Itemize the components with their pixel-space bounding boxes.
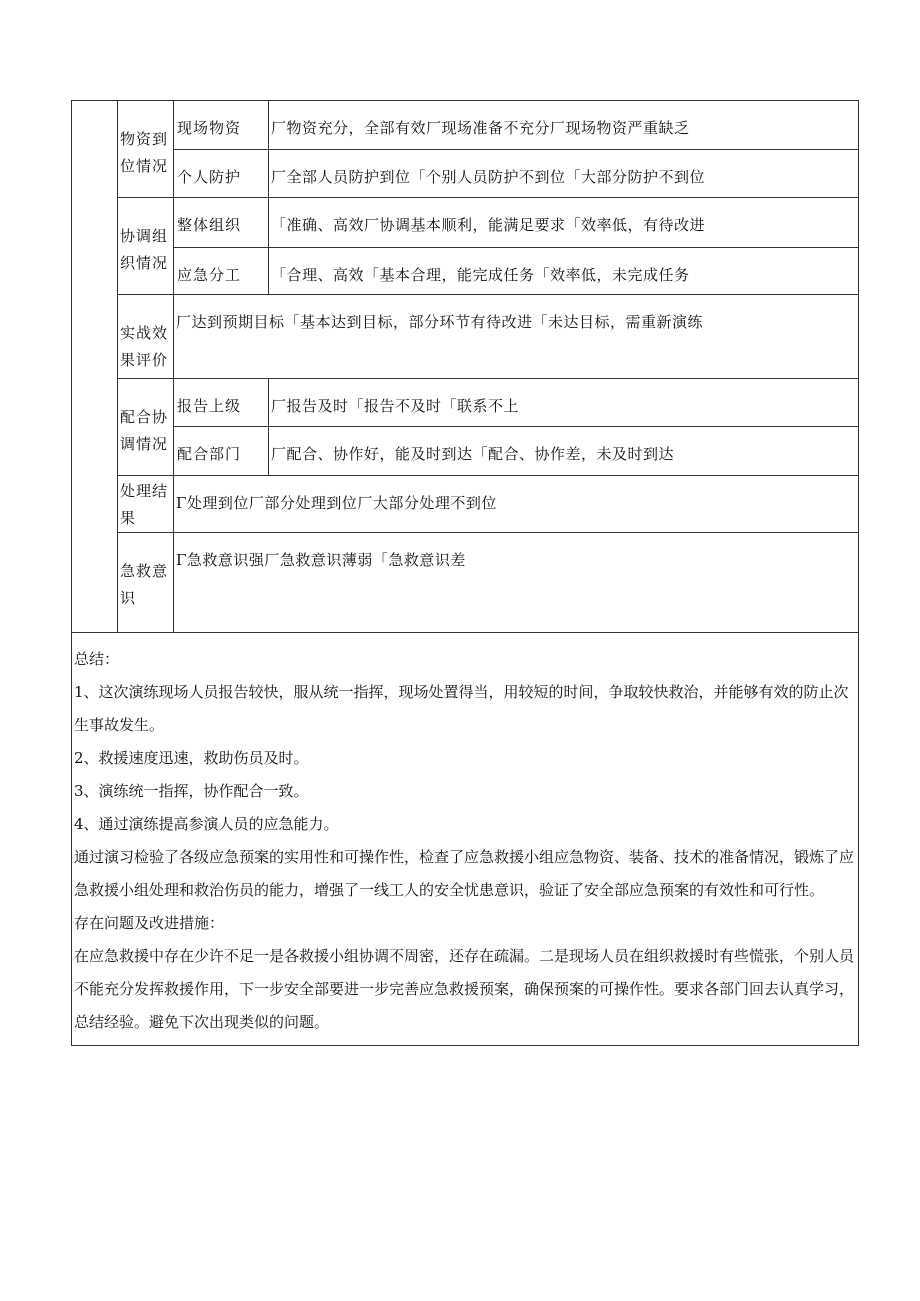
options-cooperating-departments: 厂配合、协作好，能及时到达「配合、协作差，未及时到达 (269, 427, 859, 476)
summary-heading: 总结： (74, 650, 120, 668)
options-first-aid: Γ急救意识强厂急救意识薄弱「急救意识差 (174, 533, 859, 633)
row-personal-protection (72, 150, 859, 198)
category-handling: 处理结果 (118, 476, 174, 533)
sub-emergency-division: 应急分工 (174, 248, 269, 295)
options-report-superior: 厂报告及时「报告不及时「联系不上 (269, 379, 859, 427)
options-onsite-materials: 厂物资充分，全部有效厂现场准备不充分厂现场物资严重缺乏 (269, 101, 859, 150)
sub-report-superior: 报告上级 (174, 379, 269, 427)
summary-item: 1、这次演练现场人员报告较快，服从统一指挥，现场处置得当，用较短的时间，争取较快救治，并能够有效的防止次生事故发生。 (74, 683, 849, 734)
evaluation-table (71, 100, 859, 1046)
summary-item: 3、演练统一指挥，协作配合一致。 (74, 782, 309, 800)
row-emergency-division (72, 248, 859, 295)
row-combat-effect (72, 295, 859, 379)
row-handling-result (72, 476, 859, 533)
row-onsite-materials (72, 101, 859, 150)
options-personal-protection: 厂全部人员防护到位「个别人员防护不到位「大部分防护不到位 (269, 150, 859, 198)
summary-item: 2、救援速度迅速，救助伤员及时。 (74, 749, 309, 767)
left-margin-cell (72, 101, 118, 633)
row-first-aid (72, 533, 859, 633)
category-effect: 实战效果评价 (118, 295, 174, 379)
row-summary (72, 633, 859, 1046)
summary-cell (72, 633, 859, 1046)
summary-paragraph: 通过演习检验了各级应急预案的实用性和可操作性，检查了应急救援小组应急物资、装备、技术的准备情况，锻炼了应急救援小组处理和救治伤员的能力，增强了一线工人的安全忧患意识，验证了安全部应急预案的有效性和可行性。 (74, 848, 855, 899)
options-handling-result: Γ处理到位厂部分处理到位厂大部分处理不到位 (174, 476, 859, 533)
sub-cooperating-departments: 配合部门 (174, 427, 269, 476)
category-first-aid: 急救意识 (118, 533, 174, 633)
options-overall-organization: 「准确、高效厂协调基本顺利，能满足要求「效率低，有待改进 (269, 198, 859, 248)
category-cooperation: 配合协调情况 (118, 379, 174, 476)
options-combat-effect: 厂达到预期目标「基本达到目标，部分环节有待改进「未达目标，需重新演练 (174, 295, 859, 379)
row-overall-organization (72, 198, 859, 248)
sub-onsite-materials: 现场物资 (174, 101, 269, 150)
summary-item: 4、通过演练提高参演人员的应急能力。 (74, 815, 339, 833)
sub-overall-organization: 整体组织 (174, 198, 269, 248)
options-emergency-division: 「合理、高效「基本合理，能完成任务「效率低，未完成任务 (269, 248, 859, 295)
category-materials: 物资到位情况 (118, 101, 174, 198)
category-coordination: 协调组织情况 (118, 198, 174, 295)
row-cooperating-departments (72, 427, 859, 476)
issues-heading: 存在问题及改进措施： (74, 914, 225, 932)
row-report-superior (72, 379, 859, 427)
issues-paragraph: 在应急救援中存在少许不足一是各救援小组协调不周密，还存在疏漏。二是现场人员在组织救援时有些慌张，个别人员不能充分发挥救援作用，下一步安全部要进一步完善应急救援预案，确保预案的可操作性。要求各部门回去认真学习，总结经验。避免下次出现类似的问题。 (74, 947, 855, 1031)
sub-personal-protection: 个人防护 (174, 150, 269, 198)
